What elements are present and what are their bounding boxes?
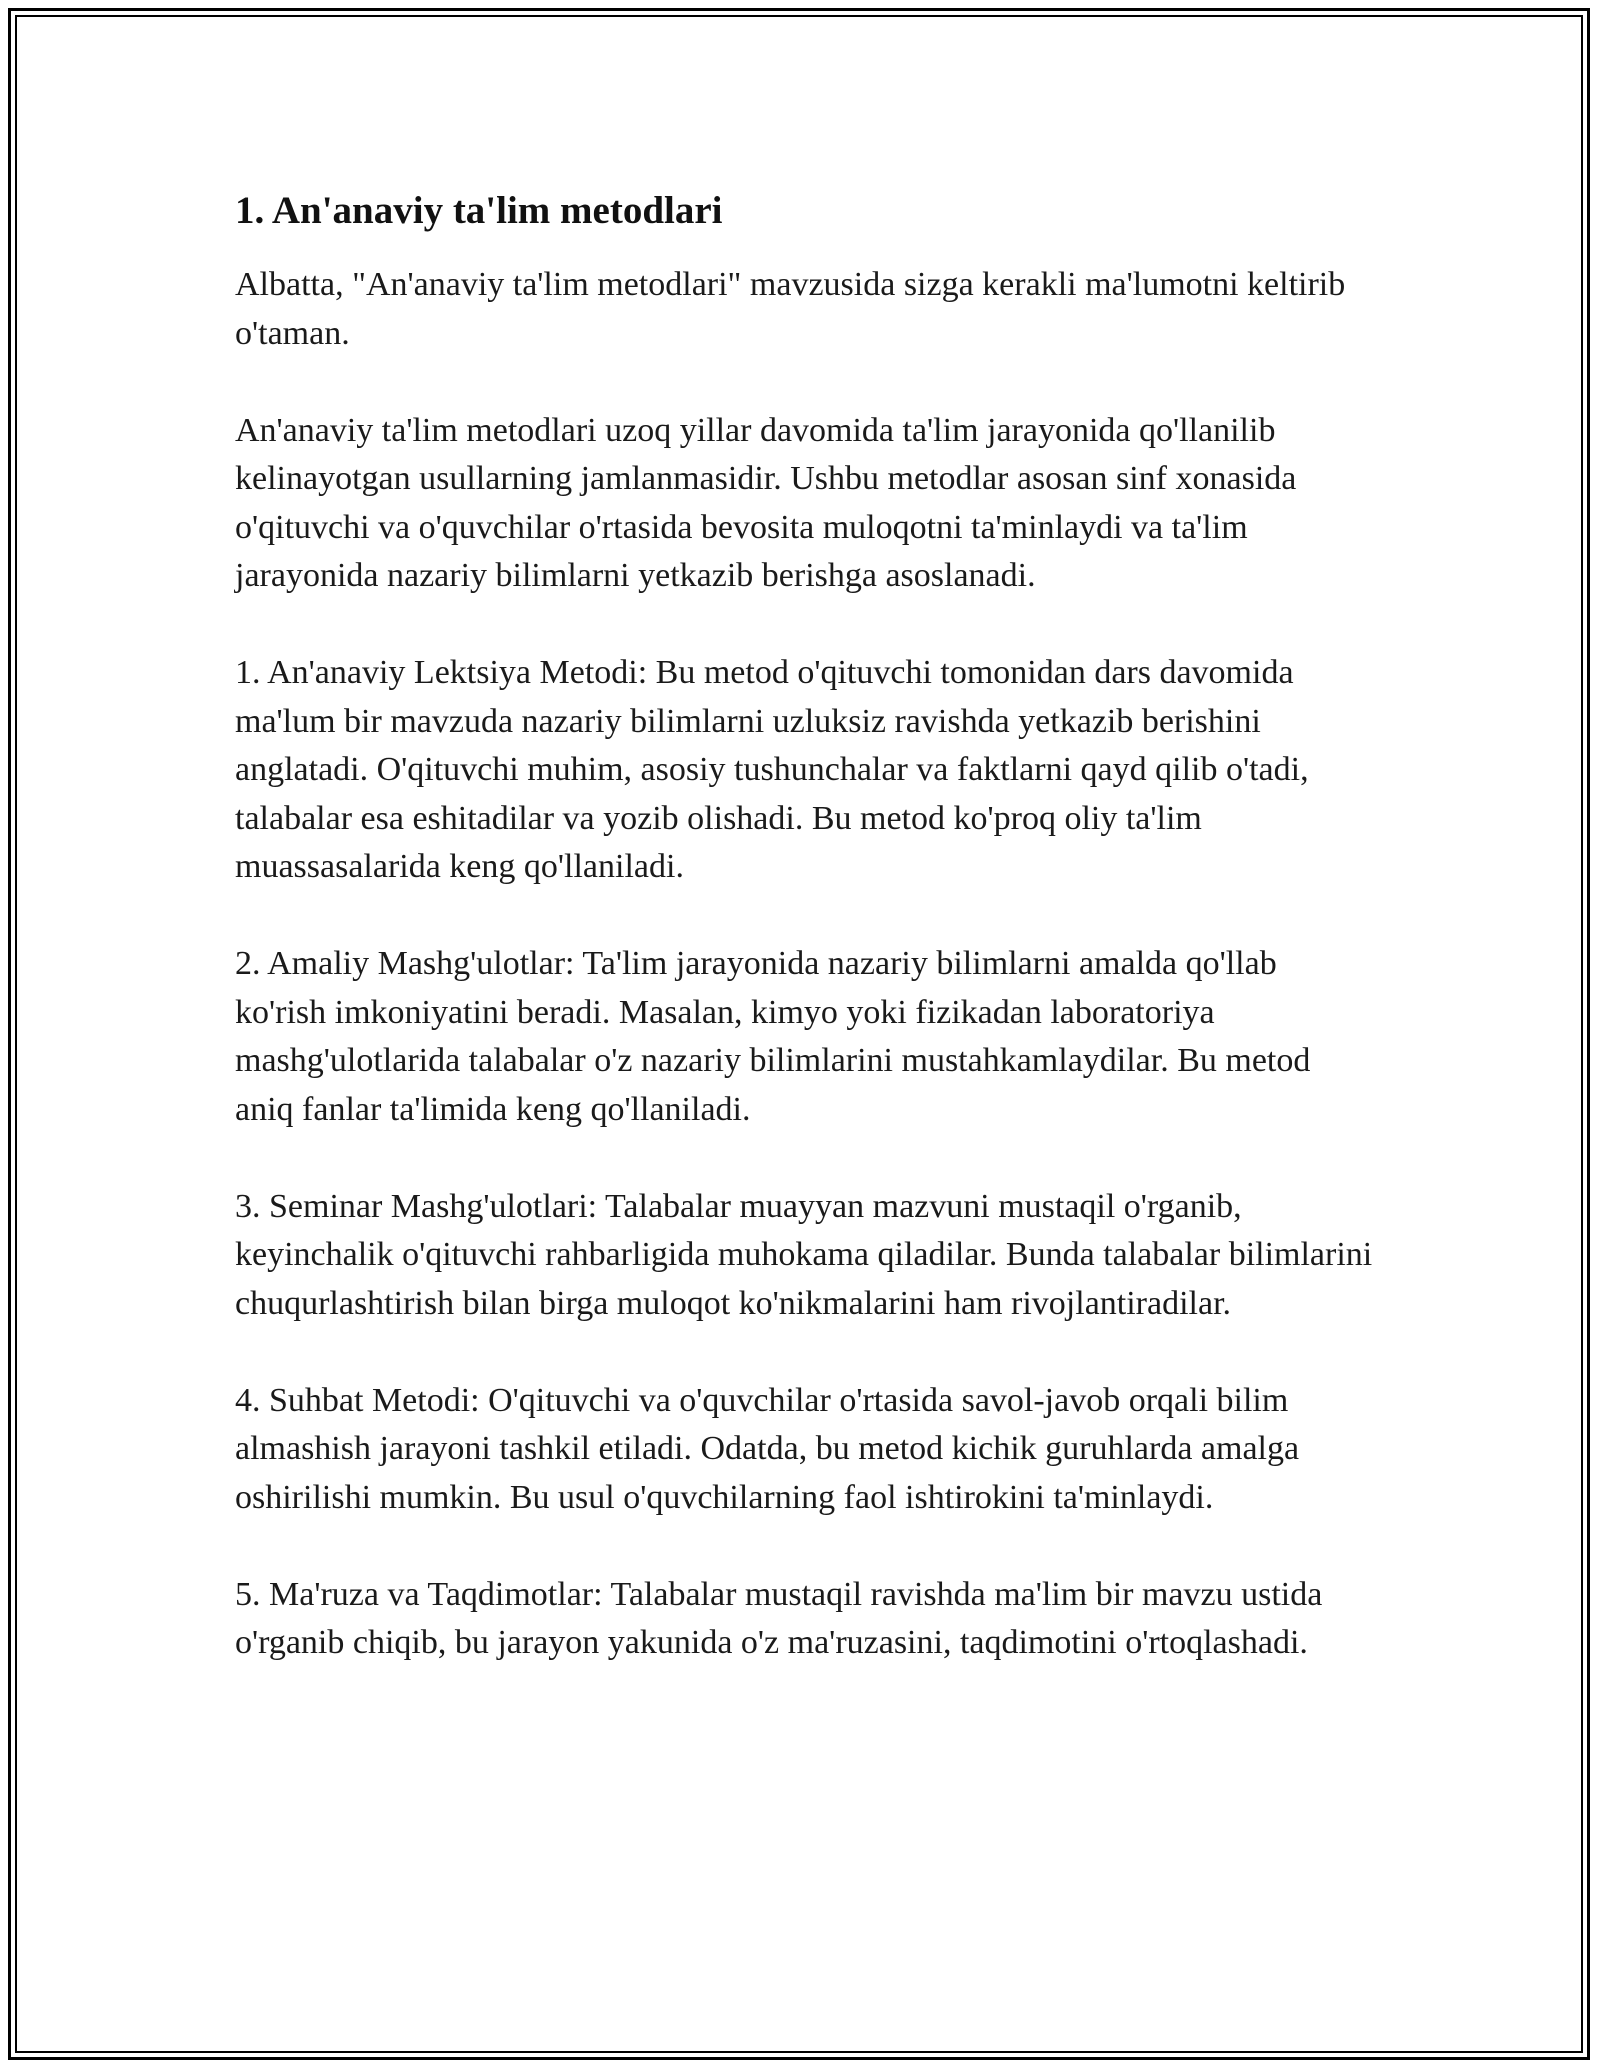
method-lecture-paragraph: 1. An'anaviy Lektsiya Metodi: Bu metod o'qituvchi tomonidan dars davomida ma'lum bir mavzuda nazariy bilimlarni uzluksiz ravishda yetkazib berishini anglatadi. O'qituvchi muhim, asosiy tushunchalar va faktlarni qayd qilib o'tadi, talabalar esa eshitadilar va yozib olishadi. Bu metod ko'proq oliy ta'lim muassasalarida keng qo'llaniladi. bbox=[235, 654, 1309, 885]
method-presentation-paragraph: 5. Ma'ruza va Taqdimotlar: Talabalar mustaqil ravishda ma'lim bir mavzu ustida o'rganib chiqib, bu jarayon yakunida o'z ma'ruzasini, taqdimotini o'rtoqlashadi. bbox=[235, 1575, 1323, 1661]
section-heading: 1. An'anaviy ta'lim metodlari bbox=[235, 189, 723, 232]
intro-paragraph: Albatta, "An'anaviy ta'lim metodlari" mavzusida sizga kerakli ma'lumotni keltirib o'taman. bbox=[235, 266, 1346, 352]
method-practical-paragraph: 2. Amaliy Mashg'ulotlar: Ta'lim jarayonida nazariy bilimlarni amalda qo'llab ko'rish imkoniyatini beradi. Masalan, kimyo yoki fizikadan laboratoriya mashg'ulotlarida talabalar o'z nazariy bilimlarini mustahkamlaydilar. Bu metod aniq fanlar ta'limida keng qo'llaniladi. bbox=[235, 945, 1311, 1128]
overview-paragraph: An'anaviy ta'lim metodlari uzoq yillar davomida ta'lim jarayonida qo'llanilib kelinayotgan usullarning jamlanmasidir. Ushbu metodlar asosan sinf xonasida o'qituvchi va o'quvchilar o'rtasida bevosita muloqotni ta'minlaydi va ta'lim jarayonida nazariy bilimlarni yetkazib berishga asoslanadi. bbox=[235, 411, 1297, 594]
document-body bbox=[235, 185, 1375, 1716]
method-seminar-paragraph: 3. Seminar Mashg'ulotlari: Talabalar muayyan mazvuni mustaqil o'rganib, keyinchalik o'qituvchi rahbarligida muhokama qiladilar. Bunda talabalar bilimlarini chuqurlashtirish bilan birga muloqot ko'nikmalarini ham rivojlantiradilar. bbox=[235, 1187, 1373, 1322]
method-conversation-paragraph: 4. Suhbat Metodi: O'qituvchi va o'quvchilar o'rtasida savol-javob orqali bilim almashish jarayoni tashkil etiladi. Odatda, bu metod kichik guruhlarda amalga oshirilishi mumkin. Bu usul o'quvchilarning faol ishtirokini ta'minlaydi. bbox=[235, 1381, 1300, 1516]
